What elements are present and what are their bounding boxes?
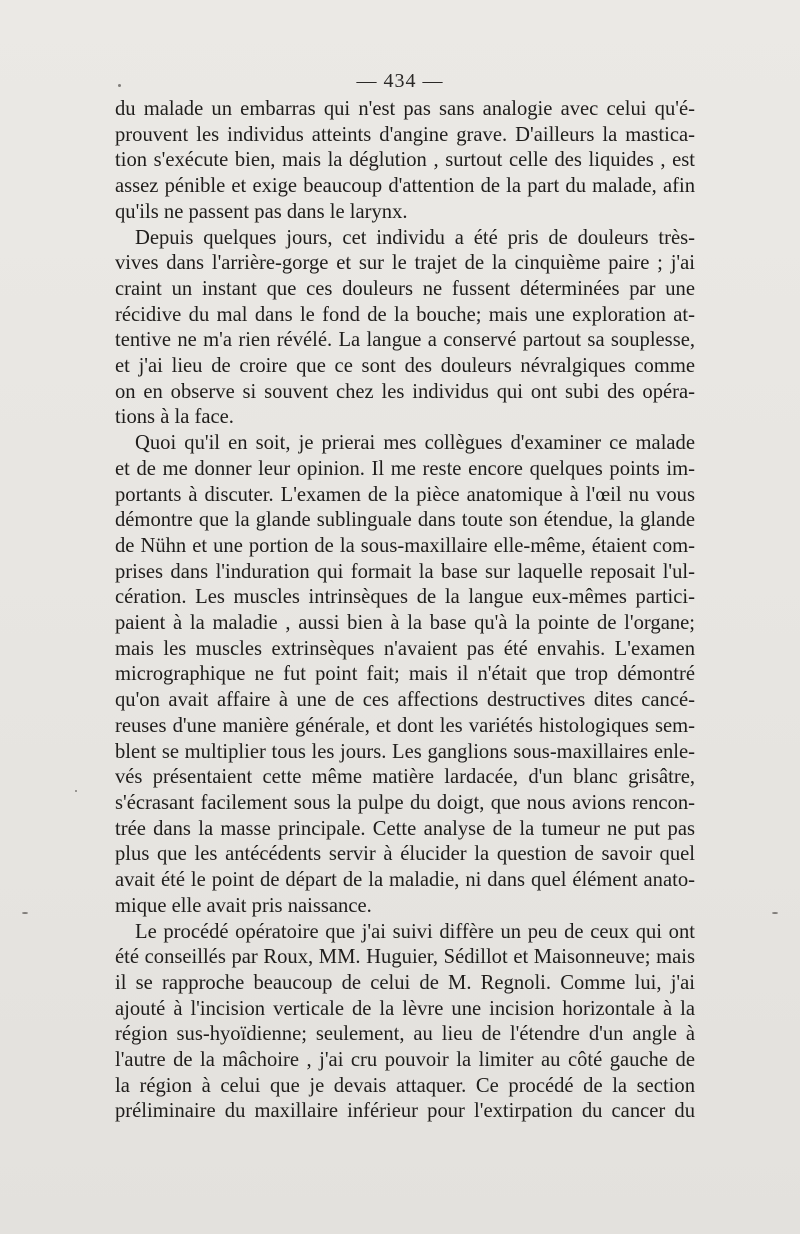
text-line: avait été le point de départ de la maladie, ni dans quel élément anato-	[115, 869, 695, 892]
text-line: il se rapproche beaucoup de celui de M. Regnoli. Comme lui, j'ai	[115, 971, 695, 994]
text-line: ajouté à l'incision verticale de la lèvre une incision horizontale à la	[115, 997, 695, 1020]
text-line: craint un instant que ces douleurs ne fussent déterminées par une	[115, 277, 695, 300]
text-line: tions à la face.	[115, 406, 234, 429]
text-line: et j'ai lieu de croire que ce sont des douleurs névralgiques comme	[115, 355, 695, 378]
text-line: démontre que la glande sublinguale dans toute son étendue, la glande	[115, 509, 695, 532]
text-line: Le procédé opératoire que j'ai suivi diffère un peu de ceux qui ont	[135, 920, 695, 943]
text-line: assez pénible et exige beaucoup d'attention de la part du malade, afin	[115, 175, 695, 198]
text-line: tion s'exécute bien, mais la déglution , surtout celle des liquides , est	[115, 149, 695, 172]
text-line: et de me donner leur opinion. Il me reste encore quelques points im-	[115, 457, 695, 480]
text-line: tentive ne m'a rien révélé. La langue a conservé partout sa souplesse,	[115, 329, 695, 352]
text-line: été conseillés par Roux, MM. Huguier, Sédillot et Maisonneuve; mais	[115, 946, 695, 969]
text-line: micrographique ne fut point fait; mais il n'était que trop démontré	[115, 663, 695, 686]
paragraph-1	[115, 97, 695, 226]
text-line: prises dans l'induration qui formait la base sur laquelle reposait l'ul-	[115, 560, 695, 583]
text-line: plus que les antécédents servir à élucider la question de savoir quel	[115, 843, 695, 866]
text-line: récidive du mal dans le fond de la bouche; mais une exploration at-	[115, 303, 695, 326]
text-line: de Nühn et une portion de la sous-maxillaire elle-même, étaient com-	[115, 534, 695, 557]
text-line: cération. Les muscles intrinsèques de la langue eux-mêmes partici-	[115, 586, 695, 609]
text-line: paient à la maladie , aussi bien à la base qu'à la pointe de l'organe;	[115, 612, 695, 635]
paragraph-2	[115, 226, 695, 432]
text-line: mais les muscles extrinsèques n'avaient pas été envahis. L'examen	[115, 637, 695, 660]
text-line: qu'ils ne passent pas dans le larynx.	[115, 200, 408, 223]
text-line: préliminaire du maxillaire inférieur pour l'extirpation du cancer du	[115, 1100, 695, 1123]
text-line: Depuis quelques jours, cet individu a été pris de douleurs très-	[135, 226, 695, 249]
text-line: vés présentaient cette même matière lardacée, d'un blanc grisâtre,	[115, 766, 695, 789]
paragraph-4	[115, 920, 695, 1126]
text-line: s'écrasant facilement sous la pulpe du doigt, que nous avions rencon-	[115, 791, 695, 814]
text-body	[115, 97, 695, 1125]
text-line: prouvent les individus atteints d'angine grave. D'ailleurs la mastica-	[115, 123, 695, 146]
page-number: — 434 —	[356, 70, 444, 92]
text-line: reuses d'une manière générale, et dont les variétés histologiques sem-	[115, 714, 695, 737]
text-line: l'autre de la mâchoire , j'ai cru pouvoir la limiter au côté gauche de	[115, 1049, 695, 1072]
text-line: vives dans l'arrière-gorge et sur le trajet de la cinquième paire ; j'ai	[115, 252, 695, 275]
text-line: blent se multiplier tous les jours. Les ganglions sous-maxillaires enle-	[115, 740, 695, 763]
text-line: qu'on avait affaire à une de ces affections destructives dites cancé-	[115, 689, 695, 712]
text-line: région sus-hyoïdienne; seulement, au lieu de l'étendre d'un angle à	[115, 1023, 695, 1046]
text-line: Quoi qu'il en soit, je prierai mes collègues d'examiner ce malade	[135, 432, 695, 455]
text-line: trée dans la masse principale. Cette analyse de la tumeur ne put pas	[115, 817, 695, 840]
text-line: du malade un embarras qui n'est pas sans analogie avec celui qu'é-	[115, 98, 695, 120]
text-line: on en observe si souvent chez les individus qui ont subi des opéra-	[115, 380, 695, 403]
text-line: portants à discuter. L'examen de la pièce anatomique à l'œil nu vous	[115, 483, 695, 506]
text-line: la région à celui que je devais attaquer. Ce procédé de la section	[115, 1074, 695, 1097]
text-line: mique elle avait pris naissance.	[115, 894, 372, 917]
paragraph-3	[115, 431, 695, 919]
